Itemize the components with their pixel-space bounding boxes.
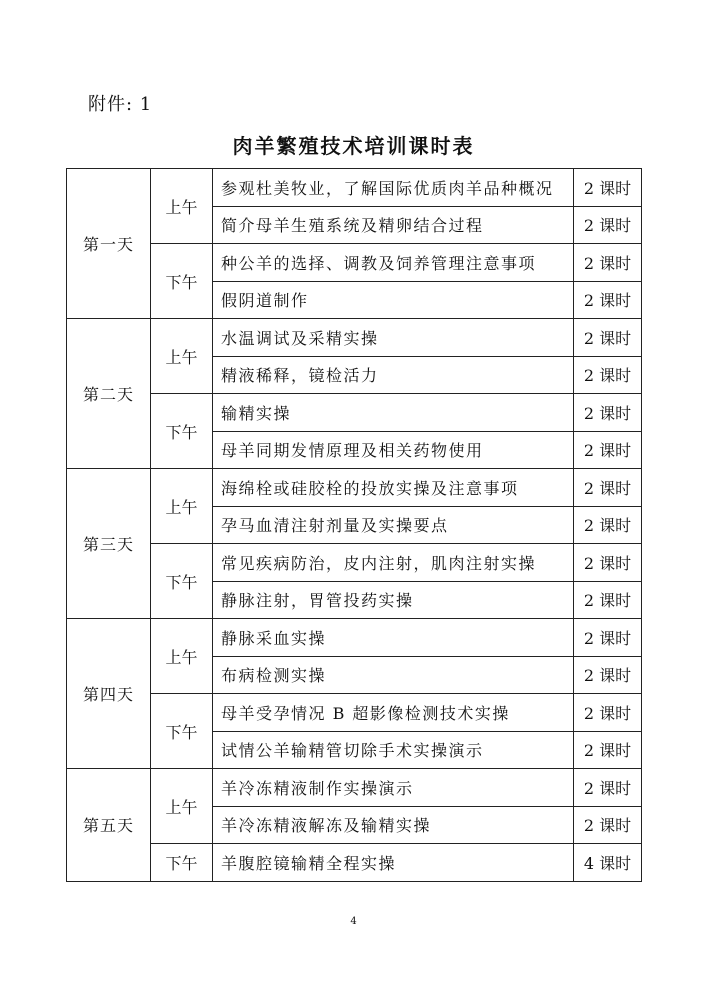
hours-cell: 2 课时 <box>574 619 642 657</box>
hours-cell: 2 课时 <box>574 244 642 282</box>
hours-cell: 2 课时 <box>574 394 642 432</box>
hours-cell: 2 课时 <box>574 656 642 694</box>
content-cell: 静脉注射，胃管投药实操 <box>213 581 574 619</box>
hours-cell: 2 课时 <box>574 506 642 544</box>
hours-cell: 2 课时 <box>574 281 642 319</box>
content-cell: 布病检测实操 <box>213 656 574 694</box>
content-cell: 羊腹腔镜输精全程实操 <box>213 844 574 882</box>
table-row <box>67 244 642 282</box>
content-cell: 简介母羊生殖系统及精卵结合过程 <box>213 206 574 244</box>
content-cell: 羊冷冻精液制作实操演示 <box>213 769 574 807</box>
hours-cell: 2 课时 <box>574 356 642 394</box>
page-number: 4 <box>350 916 357 927</box>
content-cell: 精液稀释，镜检活力 <box>213 356 574 394</box>
period-cell: 上午 <box>151 169 213 244</box>
content-cell: 试情公羊输精管切除手术实操演示 <box>213 731 574 769</box>
table-row <box>67 619 642 657</box>
hours-cell: 2 课时 <box>574 544 642 582</box>
hours-cell: 2 课时 <box>574 469 642 507</box>
schedule-table <box>66 168 642 882</box>
table-row <box>67 544 642 582</box>
hours-cell: 2 课时 <box>574 431 642 469</box>
table-row <box>67 844 642 882</box>
table-row <box>67 169 642 207</box>
hours-cell: 2 课时 <box>574 319 642 357</box>
hours-cell: 2 课时 <box>574 806 642 844</box>
period-cell: 上午 <box>151 619 213 694</box>
content-cell: 参观杜美牧业，了解国际优质肉羊品种概况 <box>213 169 574 207</box>
day-cell: 第三天 <box>67 469 151 619</box>
period-cell: 下午 <box>151 244 213 319</box>
period-cell: 下午 <box>151 844 213 882</box>
period-cell: 上午 <box>151 319 213 394</box>
period-cell: 上午 <box>151 469 213 544</box>
table-row <box>67 319 642 357</box>
period-cell: 上午 <box>151 769 213 844</box>
hours-cell: 2 课时 <box>574 694 642 732</box>
hours-cell: 2 课时 <box>574 731 642 769</box>
content-cell: 孕马血清注射剂量及实操要点 <box>213 506 574 544</box>
period-cell: 下午 <box>151 544 213 619</box>
hours-cell: 2 课时 <box>574 169 642 207</box>
hours-cell: 2 课时 <box>574 581 642 619</box>
content-cell: 静脉采血实操 <box>213 619 574 657</box>
day-cell: 第四天 <box>67 619 151 769</box>
day-cell: 第一天 <box>67 169 151 319</box>
attachment-label: 附件: 1 <box>88 94 153 115</box>
content-cell: 水温调试及采精实操 <box>213 319 574 357</box>
table-row <box>67 394 642 432</box>
day-cell: 第二天 <box>67 319 151 469</box>
content-cell: 羊冷冻精液解冻及输精实操 <box>213 806 574 844</box>
period-cell: 下午 <box>151 394 213 469</box>
table-row <box>67 469 642 507</box>
schedule-body <box>67 169 642 882</box>
content-cell: 母羊同期发情原理及相关药物使用 <box>213 431 574 469</box>
hours-cell: 4 课时 <box>574 844 642 882</box>
content-cell: 输精实操 <box>213 394 574 432</box>
hours-cell: 2 课时 <box>574 206 642 244</box>
page-title: 肉羊繁殖技术培训课时表 <box>232 134 475 158</box>
hours-cell: 2 课时 <box>574 769 642 807</box>
period-cell: 下午 <box>151 694 213 769</box>
table-row <box>67 769 642 807</box>
content-cell: 海绵栓或硅胶栓的投放实操及注意事项 <box>213 469 574 507</box>
day-cell: 第五天 <box>67 769 151 882</box>
content-cell: 母羊受孕情况 B 超影像检测技术实操 <box>213 694 574 732</box>
content-cell: 假阴道制作 <box>213 281 574 319</box>
content-cell: 常见疾病防治，皮内注射，肌肉注射实操 <box>213 544 574 582</box>
content-cell: 种公羊的选择、调教及饲养管理注意事项 <box>213 244 574 282</box>
table-row <box>67 694 642 732</box>
